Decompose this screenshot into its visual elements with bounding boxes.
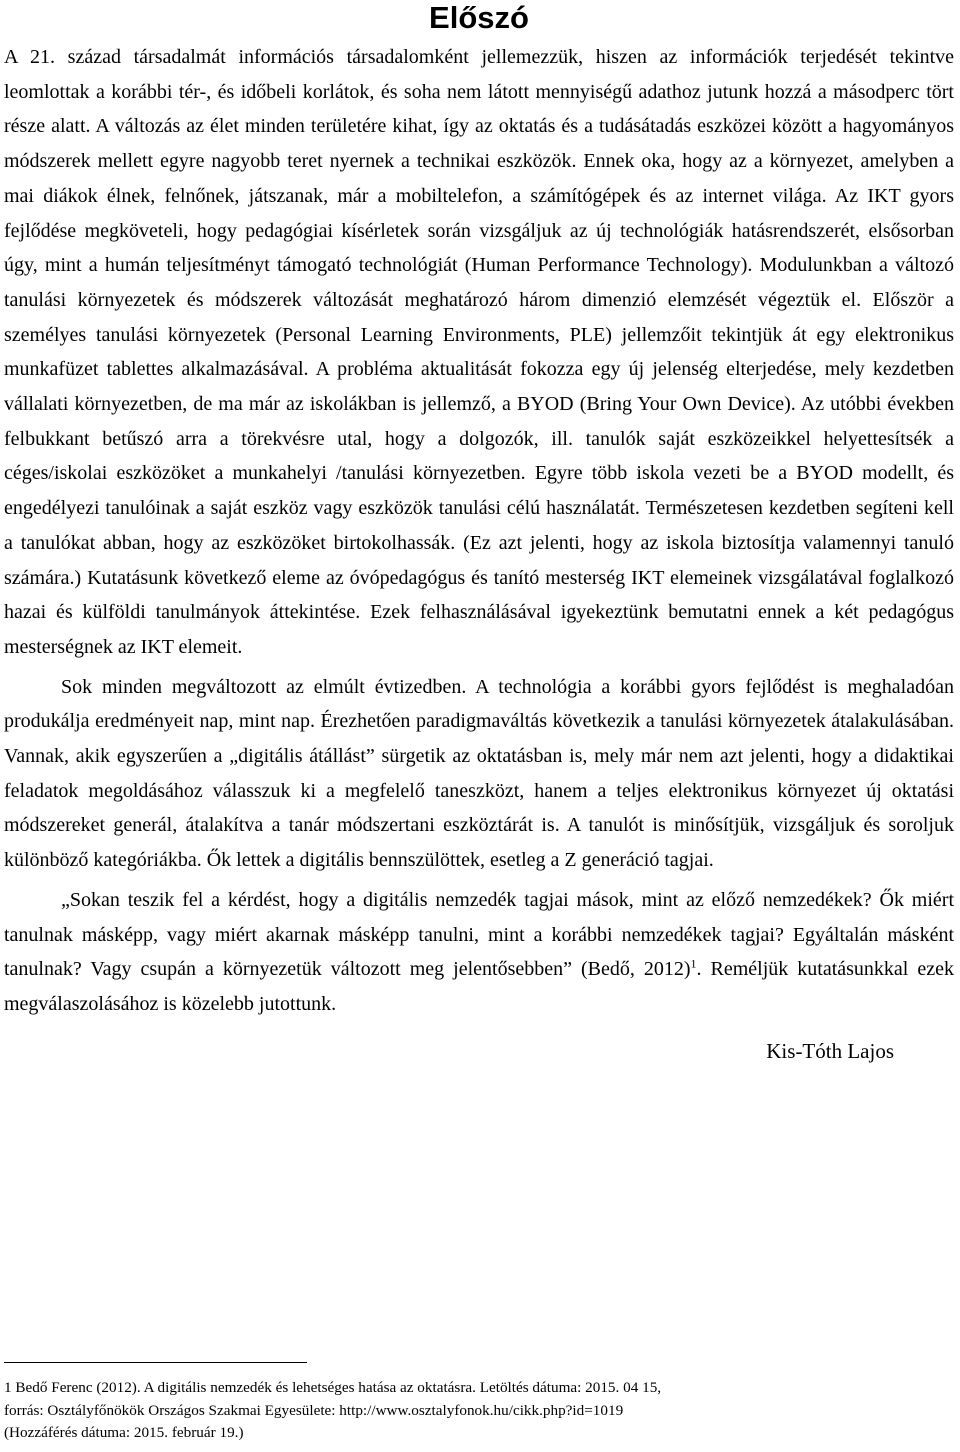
footnote-line-2: forrás: Osztályfőnökök Országos Szakmai Egyesülete: http://www.osztalyfonok.hu/cikk.php?id=1019 [4, 1401, 624, 1419]
footnote-reference[interactable]: 1 [690, 956, 697, 971]
page-title: Előszó [429, 0, 529, 35]
quote-text: „Sokan teszik fel a kérdést, hogy a digitális nemzedék tagjai mások, mint az előző nemzedékek? Ők miért tanulnak másképp, vagy miért akarnak másképp tanulni, mint a korábbi nemzedékek tagjai? Egyáltalán másként tanulnak? Vagy csupán a környezetük változott meg jelentősebben” (Bedő, 2012) [4, 888, 954, 981]
footnote-line-1: 1 Bedő Ferenc (2012). A digitális nemzedék és lehetséges hatása az oktatásra. Letöltés dátuma: 2015. 04 15, [4, 1379, 662, 1396]
paragraph-intro: A 21. század társadalmát információs társadalomként jellemezzük, hiszen az információk terjedését tekintve leomlottak a korábbi tér-, és időbeli korlátok, és soha nem látott mennyiségű adathoz jutunk hozzá a másodperc tört része alatt. A változás az élet minden területére kihat, így az oktatás és a tudásátadás eszközei között a hagyományos módszerek mellett egyre nagyobb teret nyernek a technikai eszközök. Ennek oka, hogy az a környezet, amelyben a mai diákok élnek, felnőnek, játszanak, már a mobiltelefon, a számítógépek és az internet világa. Az IKT gyors fejlődése megköveteli, hogy pedagógiai kísérletek során vizsgáljuk az új technológiák hatásrendszerét, elsősorban úgy, mint a humán teljesítményt támogató technológiát (Human Performance Technology). Modulunkban a változó tanulási környezetek és módszerek változását meghatározó három dimenzió elemzését végeztük el. Először a személyes tanulási környezetek (Personal Learning Environments, PLE) jellemzőit tekintjük át egy elektronikus munkafüzet tablettes alkalmazásával. A probléma aktualitását fokozza egy új jelenség elterjedése, mely kezdetben vállalati környezetben, de ma már az iskolákban is jellemző, a BYOD (Bring Your Own Device). Az utóbbi években felbukkant betűszó arra a törekvésre utal, hogy a dolgozók, ill. tanulók saját eszközeikkel helyettesítsék a céges/iskolai eszközöket a munkahelyi /tanulási környezetben. Egyre több iskola vezeti be a BYOD modellt, és engedélyezi tanulóinak a saját eszköz vagy eszközök tanulási célú használatát. Természetesen kezdetben segíteni kell a tanulókat abban, hogy az eszközöket birtokolhassák. (Ez azt jelenti, hogy az iskola biztosítja valamennyi tanuló számára.) Kutatásunk következő eleme az óvópedagógus és tanító mesterség IKT elemeinek vizsgálatával foglalkozó hazai és külföldi tanulmányok áttekintése. Ezek felhasználásával igyekeztünk bemutatni ennek a két pedagógus mesterségnek az IKT elemeit. [4, 46, 954, 658]
footnote-divider [4, 1362, 307, 1363]
quote-continuation: . Reméljük kutatásunkkal ezek megválaszolásához is közelebb jutottunk. [4, 958, 954, 1015]
author-signature: Kis-Tóth Lajos [766, 1038, 894, 1063]
paragraph-quote [4, 883, 954, 1022]
footnote-section [4, 1377, 952, 1445]
footnote-line-3: (Hozzáférés dátuma: 2015. február 19.) [4, 1424, 244, 1441]
paragraph-change: Sok minden megváltozott az elmúlt évtizedben. A technológia a korábbi gyors fejlődést is meghaladóan produkálja eredményeit nap, mint nap. Érezhetően paradigmaváltás következik a tanulási környezetek átalakulásában. Vannak, akik egyszerűen a „digitális átállást” sürgetik az oktatásban is, mely már nem azt jelenti, hogy a didaktikai feladatok megoldásához válasszuk ki a megfelelő taneszközt, hanem a teljes elektronikus környezet új oktatási módszereket generál, átalakítva a tanár módszertani eszköztárát is. A tanulót is minősítjük, vizsgáljuk és soroljuk különböző kategóriákba. Ők lettek a digitális bennszülöttek, esetleg a Z generáció tagjai. [4, 675, 954, 872]
